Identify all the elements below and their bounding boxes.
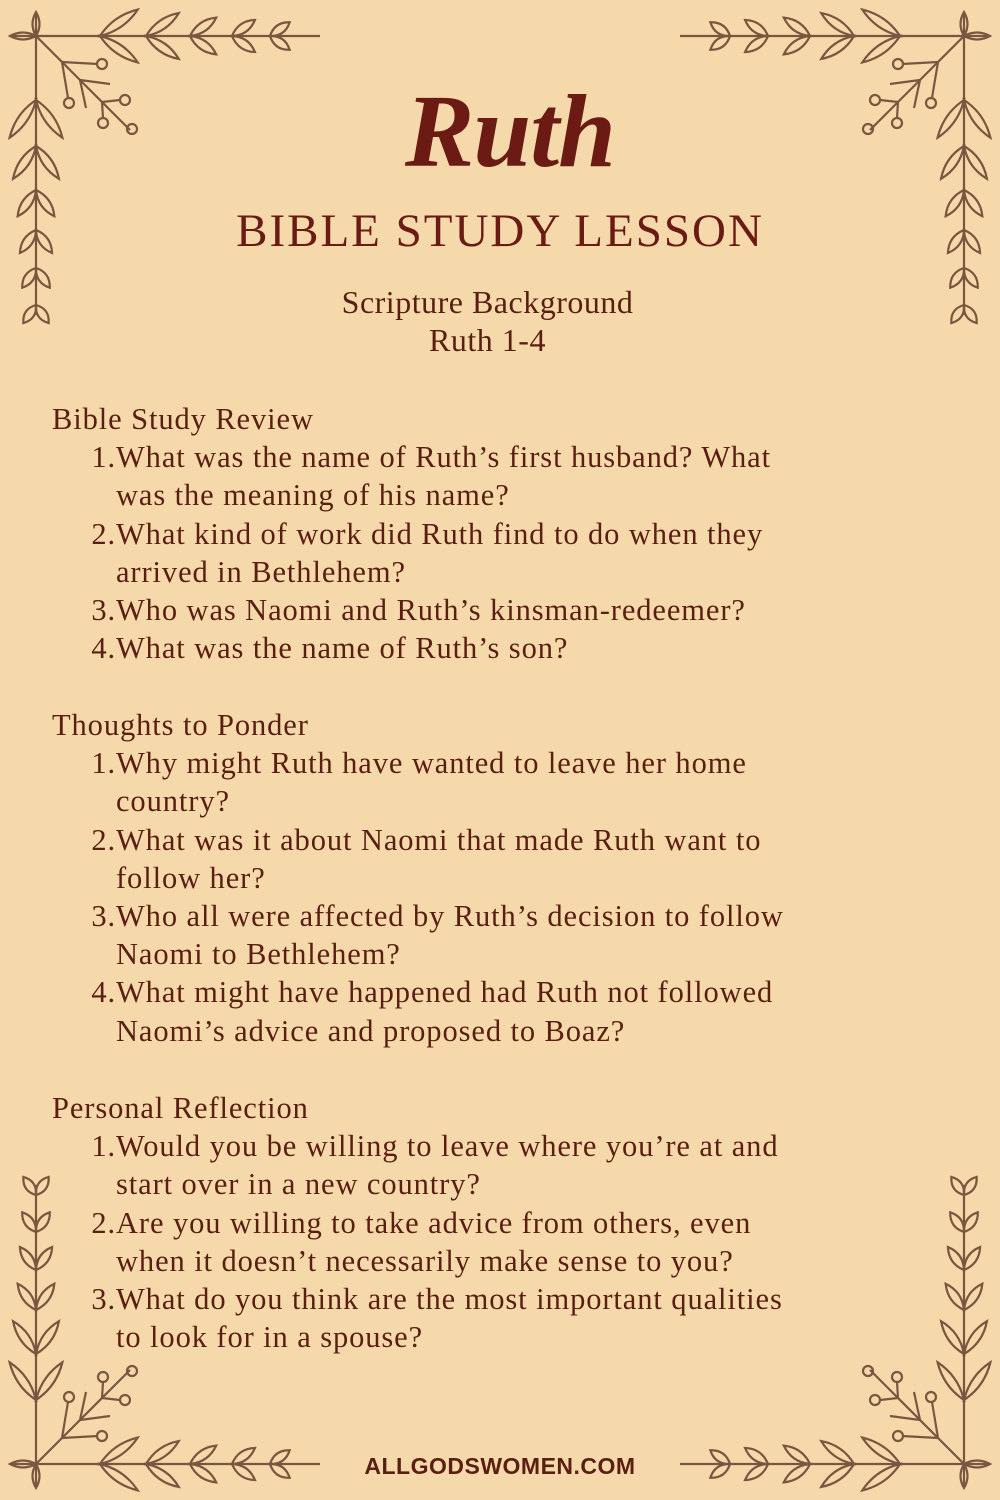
scripture-label: Scripture Background xyxy=(341,284,634,320)
item-text-line: What do you think are the most important qualities xyxy=(116,1282,783,1317)
page-subtitle: BIBLE STUDY LESSON xyxy=(236,205,764,257)
list-item xyxy=(52,438,952,514)
item-number: 2. xyxy=(91,822,116,857)
item-text-line: What kind of work did Ruth find to do when they xyxy=(116,516,764,551)
list-item xyxy=(52,1127,952,1203)
item-text-line: Who all were affected by Ruth’s decision to follow xyxy=(116,899,784,934)
list-item xyxy=(52,973,952,1049)
item-text-line: Naomi’s advice and proposed to Boaz? xyxy=(116,1013,626,1048)
item-number: 1. xyxy=(91,440,116,475)
list-item xyxy=(52,821,952,897)
section-heading: Thoughts to Ponder xyxy=(52,708,309,742)
list-item xyxy=(52,629,952,667)
item-text-line: What was the name of Ruth’s son? xyxy=(116,631,569,666)
item-text-line: was the meaning of his name? xyxy=(116,478,510,513)
item-text-line: country? xyxy=(116,784,230,819)
item-text-line: Would you be willing to leave where you’re at and xyxy=(116,1129,779,1164)
list-item xyxy=(52,515,952,591)
item-text-line: follow her? xyxy=(116,860,266,895)
item-text-line: Why might Ruth have wanted to leave her home xyxy=(116,746,747,781)
list-item xyxy=(52,897,952,973)
list-item xyxy=(52,1280,952,1356)
section-personal-reflection xyxy=(52,1089,952,1356)
item-text-line: start over in a new country? xyxy=(116,1167,481,1202)
section-thoughts-to-ponder xyxy=(52,706,952,1050)
item-number: 1. xyxy=(91,1129,116,1164)
list-item xyxy=(52,1204,952,1280)
section-heading: Bible Study Review xyxy=(52,402,314,436)
item-text-line: when it doesn’t necessarily make sense to you? xyxy=(116,1243,734,1278)
section-heading: Personal Reflection xyxy=(52,1091,309,1125)
item-number: 4. xyxy=(91,631,116,666)
item-number: 3. xyxy=(91,1282,116,1317)
item-number: 3. xyxy=(91,899,116,934)
item-number: 2. xyxy=(91,516,116,551)
section-bible-study-review xyxy=(52,400,952,667)
item-text-line: Are you willing to take advice from others, even xyxy=(116,1205,752,1240)
scripture-reference: Ruth 1-4 xyxy=(429,322,546,358)
item-text-line: to look for in a spouse? xyxy=(116,1320,424,1355)
item-number: 2. xyxy=(91,1205,116,1240)
site-url: ALLGODSWOMEN.COM xyxy=(364,1453,636,1479)
item-text-line: Naomi to Bethlehem? xyxy=(116,937,401,972)
item-text-line: arrived in Bethlehem? xyxy=(116,554,406,589)
item-text-line: What was the name of Ruth’s first husband? What xyxy=(116,440,771,475)
item-number: 3. xyxy=(91,593,116,628)
item-number: 4. xyxy=(91,975,116,1010)
list-item xyxy=(52,591,952,629)
item-text-line: Who was Naomi and Ruth’s kinsman-redeemer? xyxy=(116,593,746,628)
list-item xyxy=(52,744,952,820)
page-title: Ruth xyxy=(405,74,615,189)
item-text-line: What might have happened had Ruth not followed xyxy=(116,975,774,1010)
item-text-line: What was it about Naomi that made Ruth want to xyxy=(116,822,762,857)
item-number: 1. xyxy=(91,746,116,781)
